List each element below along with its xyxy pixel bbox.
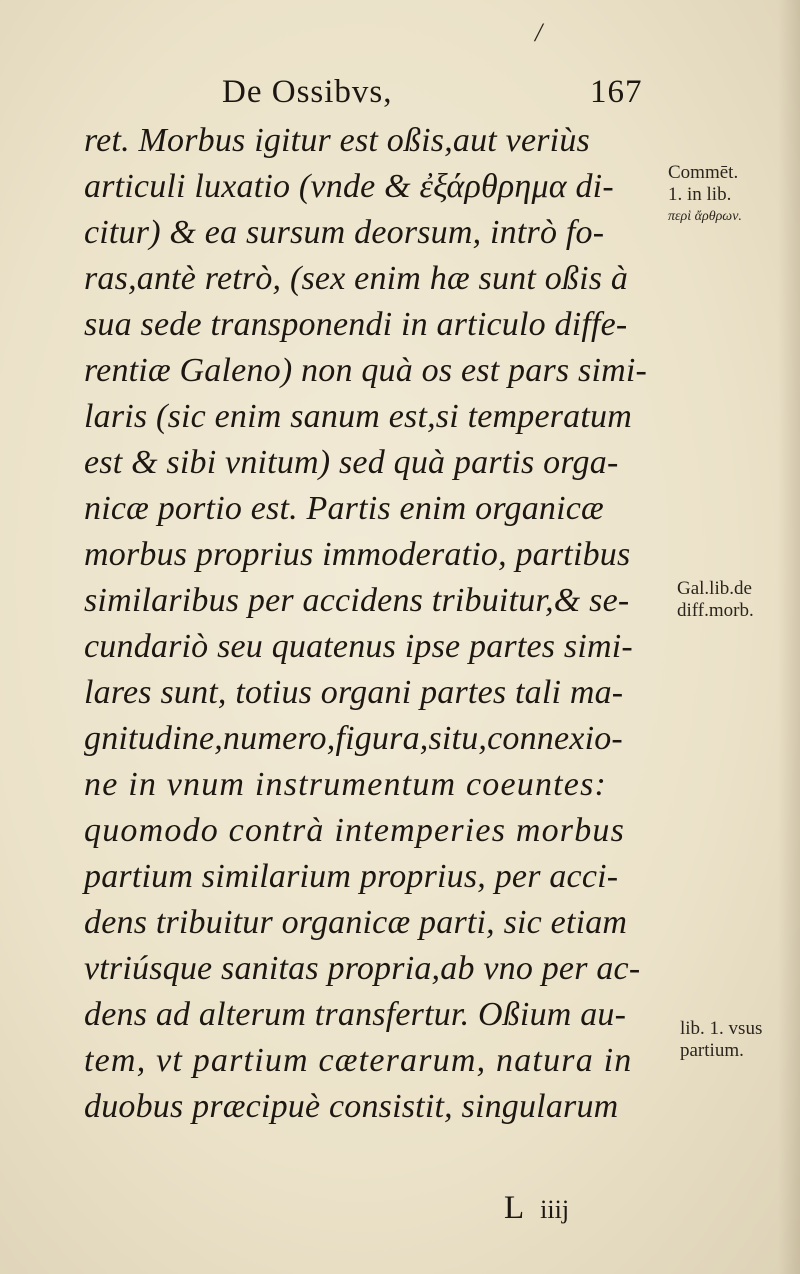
- running-title-de: De: [222, 74, 263, 110]
- text-line: ret. Morbus igitur est oßis,aut veriùs: [84, 122, 590, 159]
- page-edge-shadow: [778, 0, 800, 1274]
- signature-number: iiij: [540, 1195, 570, 1224]
- text-line: nicæ portio est. Partis enim organicæ: [84, 490, 604, 527]
- text-line: lares sunt, totius organi partes tali ma-: [84, 674, 624, 711]
- text-line: laris (sic enim sanum est,si temperatum: [84, 398, 632, 435]
- margin-note-line: lib. 1. vsus: [680, 1018, 763, 1039]
- margin-note-line: 1. in lib.: [668, 184, 732, 205]
- text-line: dens tribuitur organicæ parti, sic etiam: [84, 904, 628, 941]
- margin-note-line: diff.morb.: [677, 600, 754, 621]
- text-line: quomodo contrà intemperies morbus: [84, 812, 626, 849]
- running-title-rest: Ossibvs,: [271, 74, 393, 110]
- text-line: rentiæ Galeno) non quà os est pars simi-: [84, 352, 648, 389]
- running-title: [222, 74, 393, 111]
- margin-note-greek: περὶ ἄρθρων.: [668, 209, 742, 224]
- text-line: articuli luxatio (vnde & ἐξάρθρημα di-: [84, 168, 614, 205]
- margin-note-line: Gal.lib.de: [677, 578, 752, 599]
- text-line: dens ad alterum transfertur. Oßium au-: [84, 996, 627, 1033]
- main-text-block: [84, 118, 674, 1130]
- margin-note-usus: [680, 1018, 762, 1062]
- text-line: sua sede transponendi in articulo diffe-: [84, 306, 628, 343]
- running-header: [222, 70, 662, 120]
- margin-note-line: partium.: [680, 1040, 744, 1061]
- margin-note-commentary: [668, 162, 742, 228]
- text-line: cundariò seu quatenus ipse partes simi-: [84, 628, 633, 665]
- text-line: vtriúsque sanitas propria,ab vno per ac-: [84, 950, 641, 987]
- text-line: est & sibi vnitum) sed quà partis orga-: [84, 444, 619, 481]
- text-line: duobus præcipuè consistit, singularum: [84, 1088, 619, 1125]
- signature-mark: [504, 1190, 569, 1227]
- text-line: citur) & ea sursum deorsum, intrò fo-: [84, 214, 605, 251]
- signature-letter: L: [504, 1190, 525, 1226]
- text-line: tem, vt partium cæterarum, natura in: [84, 1042, 633, 1079]
- text-line: similaribus per accidens tribuitur,& se-: [84, 582, 630, 619]
- text-line: ras,antè retrò, (sex enim hæ sunt oßis à: [84, 260, 629, 297]
- page-number: 167: [590, 74, 643, 110]
- stray-ink-mark: /: [535, 18, 543, 47]
- text-line: gnitudine,numero,figura,situ,connexio-: [84, 720, 623, 757]
- text-line: partium similarium proprius, per acci-: [84, 858, 619, 895]
- text-line: morbus proprius immoderatio, partibus: [84, 536, 631, 573]
- margin-note-line: Commēt.: [668, 162, 739, 183]
- text-line: ne in vnum instrumentum coeuntes:: [84, 766, 608, 803]
- margin-note-galen: [677, 578, 754, 622]
